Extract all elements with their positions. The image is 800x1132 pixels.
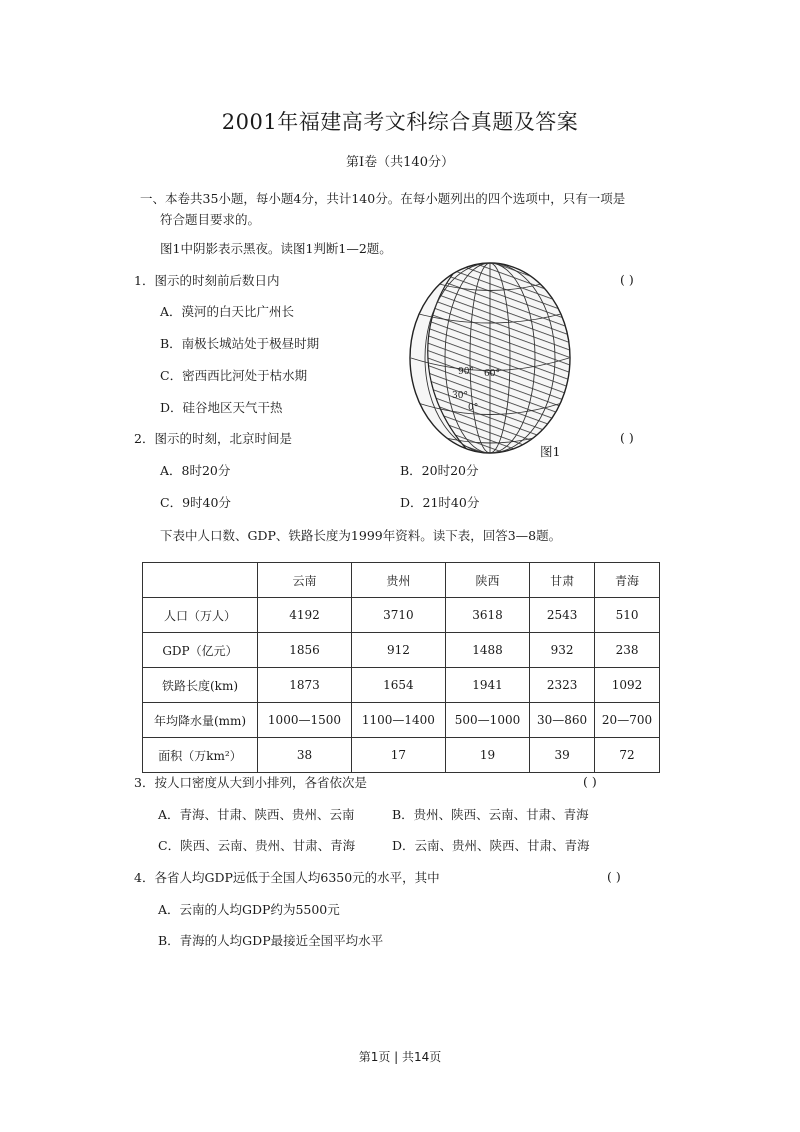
table-row bbox=[143, 598, 660, 633]
table-cell: 17 bbox=[351, 738, 445, 773]
q2-option-b: B．20时20分 bbox=[400, 463, 479, 478]
table-cell: 72 bbox=[595, 738, 660, 773]
row-label-population: 人口（万人） bbox=[143, 598, 258, 633]
row-label-gdp: GDP（亿元） bbox=[143, 633, 258, 668]
table-cell: 39 bbox=[530, 738, 595, 773]
table-row bbox=[143, 668, 660, 703]
table-cell: 1000—1500 bbox=[258, 703, 352, 738]
table-cell: 1092 bbox=[595, 668, 660, 703]
table-cell: 1488 bbox=[445, 633, 529, 668]
q1-option-c: C．密西西比河处于枯水期 bbox=[160, 368, 308, 383]
row-label-precipitation: 年均降水量(mm) bbox=[143, 703, 258, 738]
figure-label: 图1 bbox=[540, 444, 561, 459]
row-label-area: 面积（万km²） bbox=[143, 738, 258, 773]
q3-option-b: B．贵州、陕西、云南、甘肃、青海 bbox=[392, 807, 589, 822]
table-header-row bbox=[143, 563, 660, 598]
table-cell: 2543 bbox=[530, 598, 595, 633]
table-cell: 3618 bbox=[445, 598, 529, 633]
q1-option-b: B．南极长城站处于极昼时期 bbox=[160, 336, 320, 351]
answer-blank-q1[interactable]: ( ) bbox=[620, 272, 634, 287]
table-cell: 1856 bbox=[258, 633, 352, 668]
answer-blank-q2[interactable]: ( ) bbox=[620, 430, 634, 445]
answer-blank-q3[interactable]: ( ) bbox=[583, 774, 597, 789]
table-header-cell: 青海 bbox=[595, 563, 660, 598]
table-cell: 20—700 bbox=[595, 703, 660, 738]
table-header-cell: 陕西 bbox=[445, 563, 529, 598]
table-cell: 1941 bbox=[445, 668, 529, 703]
instructions-line-1: 一、本卷共35小题，每小题4分，共计140分。在每小题列出的四个选项中，只有一项是 bbox=[140, 191, 626, 206]
figure-instruction: 图1中阴影表示黑夜。读图1判断1—2题。 bbox=[160, 241, 392, 256]
table-cell: 3710 bbox=[351, 598, 445, 633]
q3-option-c: C．陕西、云南、贵州、甘肃、青海 bbox=[158, 838, 356, 853]
table-cell: 4192 bbox=[258, 598, 352, 633]
q2-option-a: A．8时20分 bbox=[160, 463, 231, 478]
table-header-cell: 甘肃 bbox=[530, 563, 595, 598]
table-cell: 932 bbox=[530, 633, 595, 668]
table-cell: 1873 bbox=[258, 668, 352, 703]
table-header-cell: 云南 bbox=[258, 563, 352, 598]
row-label-railway: 铁路长度(km) bbox=[143, 668, 258, 703]
table-cell: 1100—1400 bbox=[351, 703, 445, 738]
instructions-line-2: 符合题目要求的。 bbox=[160, 212, 261, 227]
q4-option-b: B．青海的人均GDP最接近全国平均水平 bbox=[158, 933, 384, 948]
answer-blank-q4[interactable]: ( ) bbox=[607, 869, 621, 884]
q1-option-a: A．漠河的白天比广州长 bbox=[160, 304, 295, 319]
province-data-table bbox=[142, 562, 660, 773]
page-footer: 第1页 | 共14页 bbox=[358, 1050, 442, 1064]
question-4-stem: 4．各省人均GDP远低于全国人均6350元的水平，其中 bbox=[134, 870, 440, 885]
table-cell: 30—860 bbox=[530, 703, 595, 738]
question-2-stem: 2．图示的时刻，北京时间是 bbox=[134, 431, 292, 446]
question-1-stem: 1．图示的时刻前后数日内 bbox=[134, 273, 280, 288]
q2-option-d: D．21时40分 bbox=[400, 495, 480, 510]
table-row bbox=[143, 633, 660, 668]
table-cell: 19 bbox=[445, 738, 529, 773]
paper-subtitle: 第Ⅰ卷（共140分） bbox=[346, 155, 454, 170]
q1-option-d: D．硅谷地区天气干热 bbox=[160, 400, 283, 415]
q2-option-c: C．9时40分 bbox=[160, 495, 231, 510]
table-cell: 912 bbox=[351, 633, 445, 668]
figure-mark-1: 90° bbox=[458, 367, 474, 377]
q4-option-a: A．云南的人均GDP约为5500元 bbox=[158, 902, 340, 917]
table-cell: 510 bbox=[595, 598, 660, 633]
globe-figure bbox=[400, 258, 580, 458]
page-title: 2001年福建高考文科综合真题及答案 bbox=[221, 110, 579, 134]
table-header-cell: 贵州 bbox=[351, 563, 445, 598]
table-corner-cell bbox=[143, 563, 258, 598]
figure-mark-3: 30° bbox=[452, 391, 468, 401]
figure-mark-2: 60° bbox=[484, 369, 500, 379]
table-cell: 1654 bbox=[351, 668, 445, 703]
table-instruction: 下表中人口数、GDP、铁路长度为1999年资料。读下表，回答3—8题。 bbox=[160, 528, 562, 543]
table-cell: 38 bbox=[258, 738, 352, 773]
q3-option-a: A．青海、甘肃、陕西、贵州、云南 bbox=[158, 807, 355, 822]
table-row bbox=[143, 738, 660, 773]
figure-mark-4: 0° bbox=[468, 403, 479, 413]
table-cell: 238 bbox=[595, 633, 660, 668]
table-cell: 2323 bbox=[530, 668, 595, 703]
question-3-stem: 3．按人口密度从大到小排列，各省依次是 bbox=[134, 775, 367, 790]
table-cell: 500—1000 bbox=[445, 703, 529, 738]
table-row bbox=[143, 703, 660, 738]
q3-option-d: D．云南、贵州、陕西、甘肃、青海 bbox=[392, 838, 590, 853]
